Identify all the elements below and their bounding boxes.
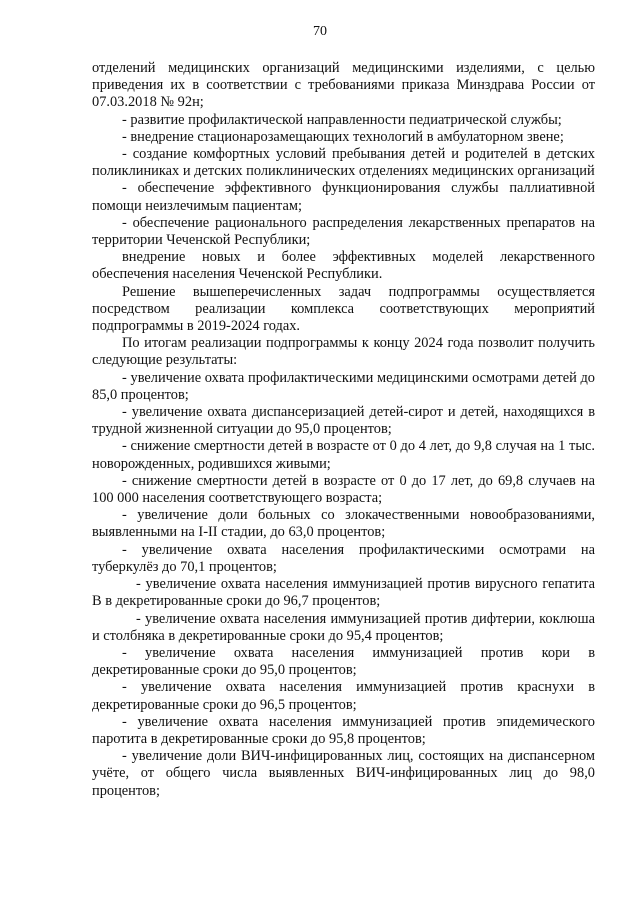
paragraph: По итогам реализации подпрограммы к концу 2024 года позволит получить следующие результаты: [92,335,595,369]
list-item: - увеличение охвата населения иммунизацией против вирусного гепатита В в декретированные сроки до 96,7 процентов; [92,576,595,610]
list-item: - увеличение охвата диспансеризацией детей-сирот и детей, находящихся в трудной жизненной ситуации до 95,0 процентов; [92,404,595,438]
list-item: - увеличение охвата населения профилактическими осмотрами на туберкулёз до 70,1 процентов; [92,541,595,575]
list-item: - увеличение доли ВИЧ-инфицированных лиц, состоящих на диспансерном учёте, от общего числа выявленных ВИЧ-инфицированных лиц до 98,0 процентов; [92,748,595,799]
list-item: - снижение смертности детей в возрасте от 0 до 17 лет, до 69,8 случаев на 100 000 населения соответствующего возраста; [92,472,595,507]
list-item: - создание комфортных условий пребывания детей и родителей в детских поликлиниках и детских поликлинических отделениях медицинских организаций [92,146,595,180]
list-item: - внедрение стационарозамещающих технологий в амбулаторном звене; [122,128,564,145]
list-item: - увеличение охвата населения иммунизацией против эпидемического паротита в декретированные сроки до 95,8 процентов; [92,713,595,747]
list-item: - развитие профилактической направленности педиатрической службы; [122,111,562,128]
list-item: - обеспечение рационального распределения лекарственных препаратов на территории Чеченской Республики; [92,214,595,249]
paragraph: внедрение новых и более эффективных моделей лекарственного обеспечения населения Чеченской Республики. [92,249,595,283]
list-item: - увеличение охвата населения иммунизацией против дифтерии, коклюша и столбняка в декретированные сроки до 95,4 процентов; [92,610,595,644]
list-item: - увеличение охвата населения иммунизацией против краснухи в декретированные сроки до 96,5 процентов; [92,679,595,713]
list-item: - увеличение охвата профилактическими медицинскими осмотрами детей до 85,0 процентов; [92,369,595,403]
document-body [92,60,595,800]
list-item: - обеспечение эффективного функционирования службы паллиативной помощи неизлечимым пациентам; [92,180,595,214]
list-item: - увеличение охвата населения иммунизацией против кори в декретированные сроки до 95,0 процентов; [92,644,595,679]
list-item: - снижение смертности детей в возрасте от 0 до 4 лет, до 9,8 случая на 1 тыс. новорожденных, родившихся живыми; [92,438,595,472]
page-number: 70 [313,24,327,39]
paragraph: Решение вышеперечисленных задач подпрограммы осуществляется посредством реализации комплекса соответствующих мероприятий подпрограммы в 2019-2024 годах. [92,283,595,335]
list-item: - увеличение доли больных со злокачественными новообразованиями, выявленными на I-II стадии, до 63,0 процентов; [92,507,595,541]
paragraph: отделений медицинских организаций медицинскими изделиями, с целью приведения их в соответствии с требованиями приказа Минздрава России от 07.03.2018 № 92н; [92,60,595,111]
